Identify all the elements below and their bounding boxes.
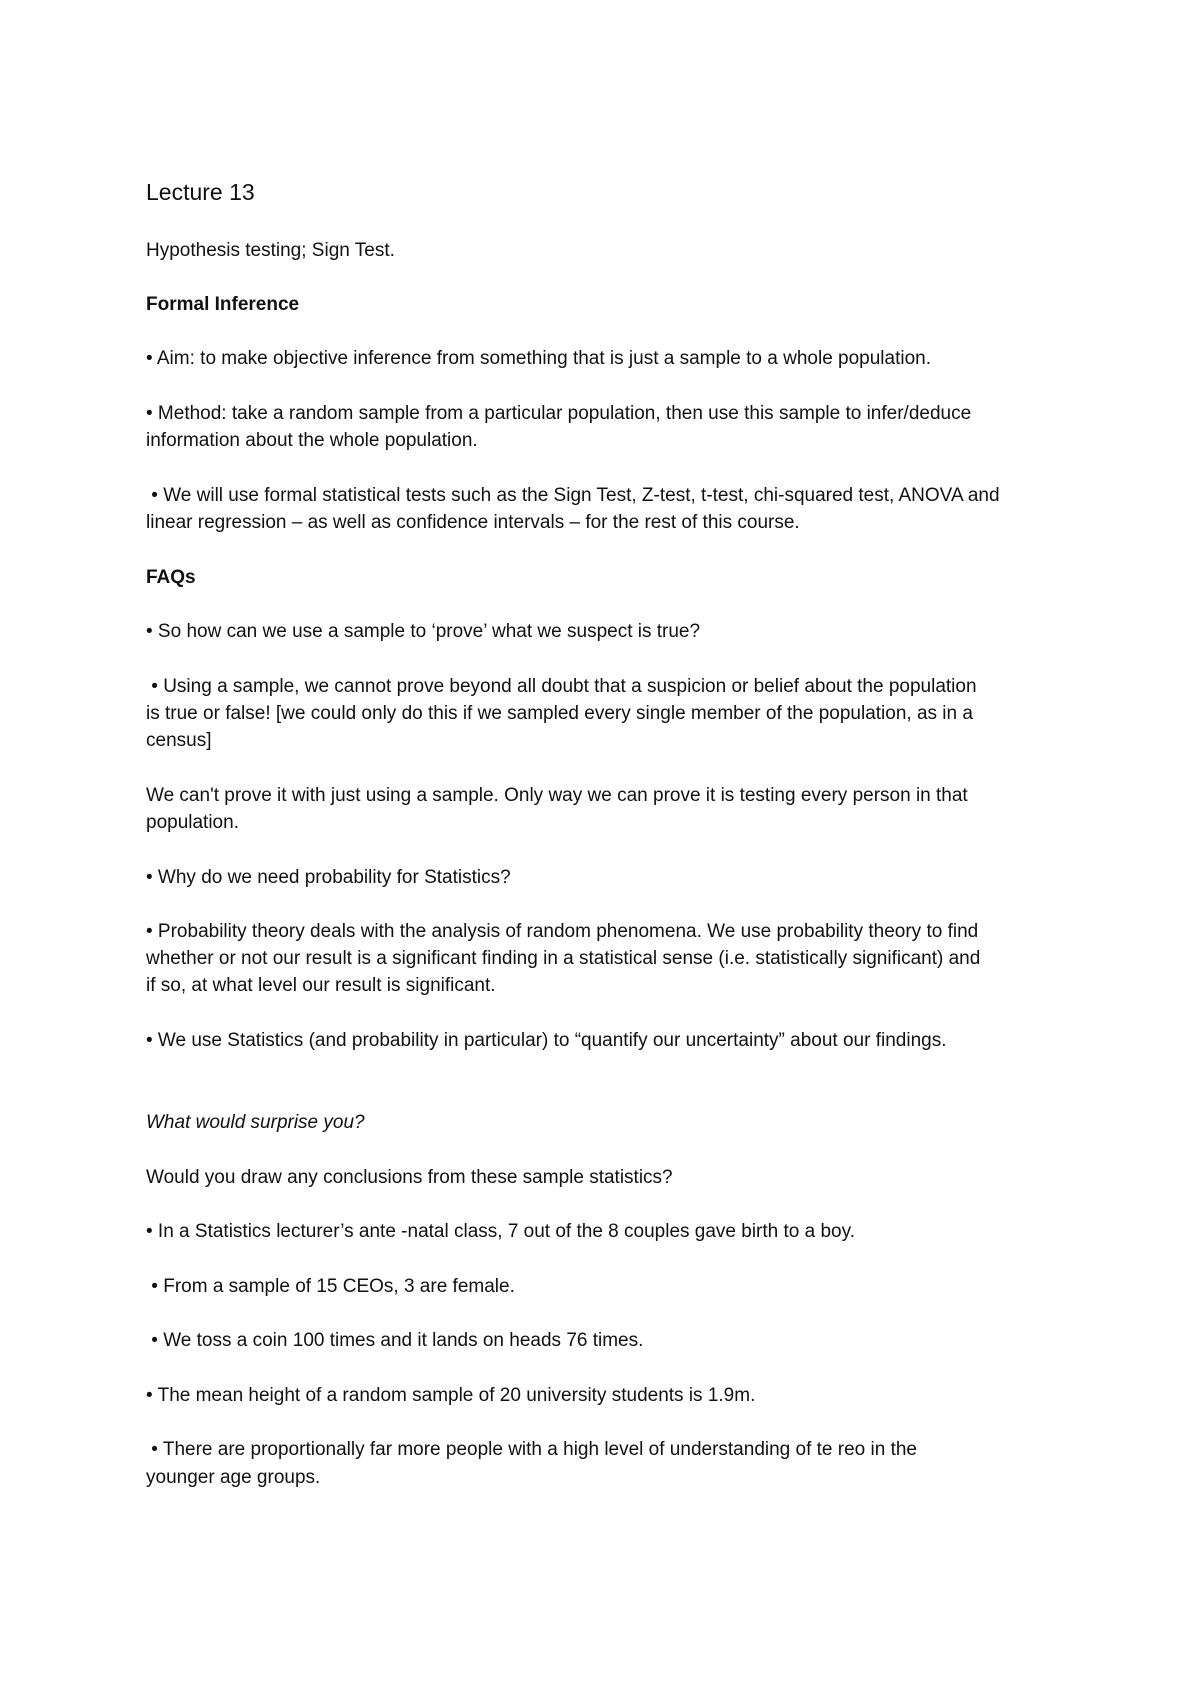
lecture-subtitle: Hypothesis testing; Sign Test. [146,240,395,261]
bullet-tests-line1: • We will use formal statistical tests such as the Sign Test, Z-test, t-test, chi-squared test, ANOVA and [146,485,1000,506]
surprise-item-height: • The mean height of a random sample of 20 university students is 1.9m. [146,1385,756,1406]
faq-question-probability: • Why do we need probability for Statistics? [146,867,511,888]
faq-answer-probability-line1: • Probability theory deals with the analysis of random phenomena. We use probability theory to find [146,921,979,942]
surprise-item-antenatal: • In a Statistics lecturer’s ante -natal class, 7 out of the 8 couples gave birth to a boy. [146,1221,855,1242]
surprise-item-ceos: • From a sample of 15 CEOs, 3 are female. [146,1276,515,1297]
faq-question-prove: • So how can we use a sample to ‘prove’ what we suspect is true? [146,621,701,642]
bullet-aim: • Aim: to make objective inference from something that is just a sample to a whole population. [146,348,932,369]
faq-answer-uncertainty: • We use Statistics (and probability in particular) to “quantify our uncertainty” about our findings. [146,1030,947,1051]
section-heading-formal-inference: Formal Inference [146,294,300,315]
faq-answer-probability-line2: whether or not our result is a significant finding in a statistical sense (i.e. statistically significant) and [146,948,981,969]
bullet-tests-line2: linear regression – as well as confidence intervals – for the rest of this course. [146,512,800,533]
surprise-item-coin: • We toss a coin 100 times and it lands on heads 76 times. [146,1330,644,1351]
surprise-item-te-reo-line1: • There are proportionally far more people with a high level of understanding of te reo in the [146,1439,917,1460]
note-line1: We can't prove it with just using a sample. Only way we can prove it is testing every person in that [146,785,968,806]
section-heading-surprise: What would surprise you? [146,1112,365,1133]
faq-answer-prove-line3: census] [146,730,212,751]
faq-answer-probability-line3: if so, at what level our result is significant. [146,975,496,996]
surprise-item-te-reo-line2: younger age groups. [146,1467,321,1488]
faq-answer-prove-line1: • Using a sample, we cannot prove beyond all doubt that a suspicion or belief about the population [146,676,977,697]
page-title: Lecture 13 [146,179,255,205]
bullet-method-line2: information about the whole population. [146,430,478,451]
note-line2: population. [146,812,239,833]
bullet-method-line1: • Method: take a random sample from a particular population, then use this sample to infer/deduce [146,403,972,424]
section-heading-faqs: FAQs [146,567,196,588]
faq-answer-prove-line2: is true or false! [we could only do this if we sampled every single member of the population, as in a [146,703,973,724]
surprise-intro: Would you draw any conclusions from these sample statistics? [146,1167,673,1188]
